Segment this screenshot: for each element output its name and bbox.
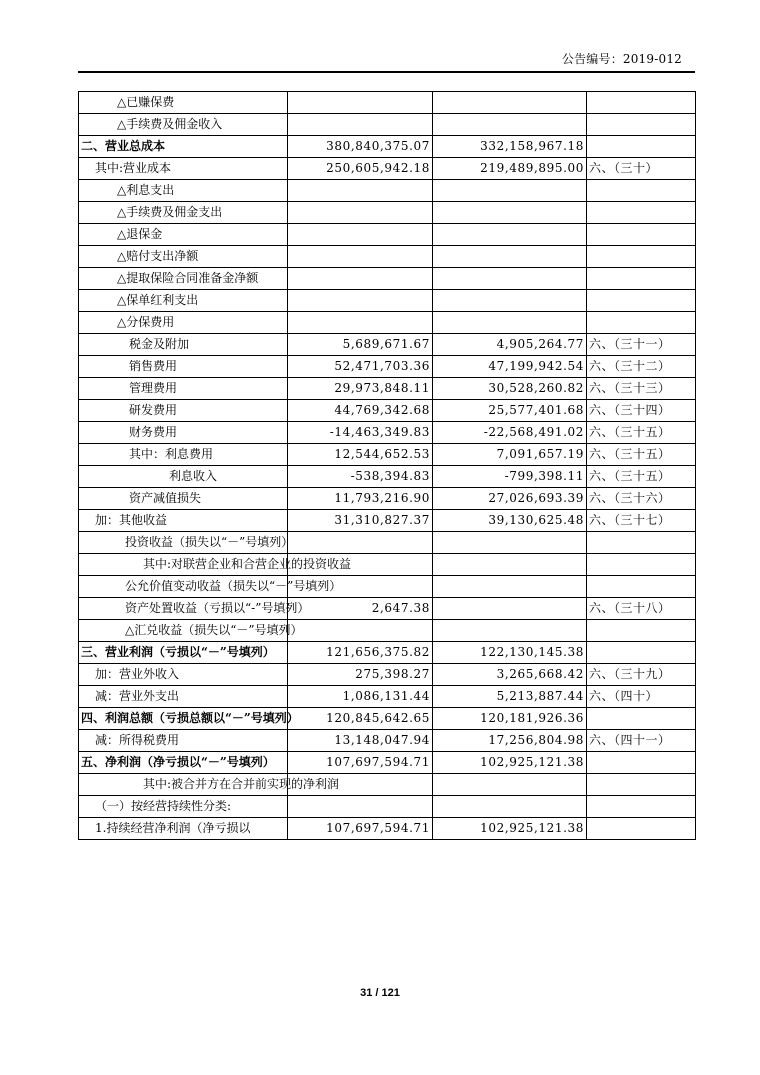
- note-reference: 六、（四十）: [587, 686, 696, 708]
- prior-period-value: [433, 290, 587, 312]
- note-reference: [587, 554, 696, 576]
- prior-period-value: 5,213,887.44: [433, 686, 587, 708]
- row-label: 资产处置收益（亏损以“-”号填列）: [79, 598, 288, 620]
- current-period-value: 1,086,131.44: [288, 686, 433, 708]
- table-row: [79, 180, 696, 202]
- current-period-value: [288, 246, 433, 268]
- row-label: △退保金: [79, 224, 288, 246]
- prior-period-value: [433, 796, 587, 818]
- prior-period-value: [433, 202, 587, 224]
- row-label: 公允价值变动收益（损失以“－”号填列）: [79, 576, 288, 598]
- note-reference: 六、（三十五）: [587, 444, 696, 466]
- table-row: [79, 114, 696, 136]
- note-reference: [587, 708, 696, 730]
- note-reference: [587, 114, 696, 136]
- row-label: △手续费及佣金收入: [79, 114, 288, 136]
- table-row: [79, 290, 696, 312]
- prior-period-value: 122,130,145.38: [433, 642, 587, 664]
- row-label: 销售费用: [79, 356, 288, 378]
- table-row: [79, 620, 696, 642]
- table-row: [79, 268, 696, 290]
- current-period-value: 31,310,827.37: [288, 510, 433, 532]
- table-row: [79, 224, 696, 246]
- prior-period-value: -799,398.11: [433, 466, 587, 488]
- note-reference: [587, 796, 696, 818]
- table-row: [79, 92, 696, 114]
- prior-period-value: [433, 620, 587, 642]
- prior-period-value: -22,568,491.02: [433, 422, 587, 444]
- row-label: △已赚保费: [79, 92, 288, 114]
- prior-period-value: 102,925,121.38: [433, 818, 587, 840]
- current-period-value: 44,769,342.68: [288, 400, 433, 422]
- note-reference: [587, 620, 696, 642]
- prior-period-value: 27,026,693.39: [433, 488, 587, 510]
- row-label: 投资收益（损失以“－”号填列）: [79, 532, 288, 554]
- current-period-value: 275,398.27: [288, 664, 433, 686]
- prior-period-value: [433, 312, 587, 334]
- current-period-value: 380,840,375.07: [288, 136, 433, 158]
- current-period-value: 120,845,642.65: [288, 708, 433, 730]
- current-period-value: 52,471,703.36: [288, 356, 433, 378]
- prior-period-value: [433, 774, 587, 796]
- table-row: [79, 752, 696, 774]
- note-reference: [587, 268, 696, 290]
- current-period-value: [288, 532, 433, 554]
- note-reference: 六、（三十）: [587, 158, 696, 180]
- prior-period-value: 30,528,260.82: [433, 378, 587, 400]
- row-label: 减：营业外支出: [79, 686, 288, 708]
- prior-period-value: 219,489,895.00: [433, 158, 587, 180]
- row-label: △提取保险合同准备金净额: [79, 268, 288, 290]
- current-period-value: 29,973,848.11: [288, 378, 433, 400]
- note-reference: [587, 774, 696, 796]
- note-reference: 六、（三十五）: [587, 422, 696, 444]
- table-row: [79, 796, 696, 818]
- row-label: 其中:营业成本: [79, 158, 288, 180]
- note-reference: [587, 752, 696, 774]
- table-row: [79, 686, 696, 708]
- table-row: [79, 422, 696, 444]
- row-label: △保单红利支出: [79, 290, 288, 312]
- row-label: （一）按经营持续性分类:: [79, 796, 288, 818]
- header-divider: [78, 71, 695, 73]
- prior-period-value: 4,905,264.77: [433, 334, 587, 356]
- table-row: [79, 774, 696, 796]
- row-label: △汇兑收益（损失以“－”号填列）: [79, 620, 288, 642]
- note-reference: 六、（三十二）: [587, 356, 696, 378]
- current-period-value: [288, 114, 433, 136]
- current-period-value: [288, 224, 433, 246]
- row-label: 其中：利息费用: [79, 444, 288, 466]
- prior-period-value: [433, 92, 587, 114]
- table-row: [79, 664, 696, 686]
- current-period-value: 5,689,671.67: [288, 334, 433, 356]
- note-reference: 六、（三十五）: [587, 466, 696, 488]
- note-reference: 六、（三十八）: [587, 598, 696, 620]
- note-reference: [587, 224, 696, 246]
- current-period-value: [288, 92, 433, 114]
- row-label: 研发费用: [79, 400, 288, 422]
- table-row: [79, 642, 696, 664]
- prior-period-value: [433, 576, 587, 598]
- current-period-value: [288, 180, 433, 202]
- table-row: [79, 202, 696, 224]
- prior-period-value: 17,256,804.98: [433, 730, 587, 752]
- prior-period-value: 47,199,942.54: [433, 356, 587, 378]
- prior-period-value: 7,091,657.19: [433, 444, 587, 466]
- prior-period-value: [433, 598, 587, 620]
- current-period-value: 13,148,047.94: [288, 730, 433, 752]
- note-reference: [587, 246, 696, 268]
- note-reference: 六、（三十三）: [587, 378, 696, 400]
- note-reference: [587, 290, 696, 312]
- table-row: [79, 136, 696, 158]
- current-period-value: 121,656,375.82: [288, 642, 433, 664]
- current-period-value: -14,463,349.83: [288, 422, 433, 444]
- current-period-value: 107,697,594.71: [288, 818, 433, 840]
- row-label: △利息支出: [79, 180, 288, 202]
- note-reference: [587, 136, 696, 158]
- row-label: 加：营业外收入: [79, 664, 288, 686]
- table-row: [79, 510, 696, 532]
- note-reference: 六、（三十七）: [587, 510, 696, 532]
- prior-period-value: [433, 180, 587, 202]
- table-row: [79, 554, 696, 576]
- table-row: [79, 708, 696, 730]
- note-reference: 六、（三十六）: [587, 488, 696, 510]
- table-row: [79, 730, 696, 752]
- note-reference: [587, 642, 696, 664]
- row-label: 管理费用: [79, 378, 288, 400]
- prior-period-value: 25,577,401.68: [433, 400, 587, 422]
- table-row: [79, 444, 696, 466]
- row-label: 加：其他收益: [79, 510, 288, 532]
- note-reference: 六、（三十四）: [587, 400, 696, 422]
- table-row: [79, 334, 696, 356]
- table-row: [79, 246, 696, 268]
- current-period-value: -538,394.83: [288, 466, 433, 488]
- income-statement-table: [78, 91, 696, 840]
- current-period-value: [288, 290, 433, 312]
- table-row: [79, 488, 696, 510]
- prior-period-value: 332,158,967.18: [433, 136, 587, 158]
- current-period-value: 250,605,942.18: [288, 158, 433, 180]
- table-row: [79, 400, 696, 422]
- current-period-value: 2,647.38: [288, 598, 433, 620]
- table-row: [79, 466, 696, 488]
- current-period-value: 11,793,216.90: [288, 488, 433, 510]
- current-period-value: 107,697,594.71: [288, 752, 433, 774]
- note-reference: 六、（三十一）: [587, 334, 696, 356]
- prior-period-value: 39,130,625.48: [433, 510, 587, 532]
- note-reference: [587, 92, 696, 114]
- current-period-value: 12,544,652.53: [288, 444, 433, 466]
- prior-period-value: [433, 532, 587, 554]
- note-reference: [587, 312, 696, 334]
- prior-period-value: [433, 268, 587, 290]
- row-label: △赔付支出净额: [79, 246, 288, 268]
- row-label: 其中:对联营企业和合营企业的投资收益: [79, 554, 288, 576]
- table-row: [79, 532, 696, 554]
- current-period-value: [288, 202, 433, 224]
- document-code: 公告编号：2019-012: [561, 52, 682, 66]
- row-label: 五、净利润（净亏损以“－”号填列）: [79, 752, 288, 774]
- current-period-value: [288, 312, 433, 334]
- note-reference: 六、（三十九）: [587, 664, 696, 686]
- row-label: 1.持续经营净利润（净亏损以: [79, 818, 288, 840]
- prior-period-value: 3,265,668.42: [433, 664, 587, 686]
- prior-period-value: [433, 246, 587, 268]
- note-reference: [587, 202, 696, 224]
- row-label: 减：所得税费用: [79, 730, 288, 752]
- current-period-value: [288, 620, 433, 642]
- table-row: [79, 356, 696, 378]
- row-label: 四、利润总额（亏损总额以“－”号填列）: [79, 708, 288, 730]
- current-period-value: [288, 796, 433, 818]
- note-reference: 六、（四十一）: [587, 730, 696, 752]
- table-row: [79, 818, 696, 840]
- prior-period-value: 120,181,926.36: [433, 708, 587, 730]
- row-label: △分保费用: [79, 312, 288, 334]
- table-row: [79, 378, 696, 400]
- table-row: [79, 312, 696, 334]
- current-period-value: [288, 268, 433, 290]
- row-label: 税金及附加: [79, 334, 288, 356]
- table-row: [79, 598, 696, 620]
- row-label: △手续费及佣金支出: [79, 202, 288, 224]
- prior-period-value: 102,925,121.38: [433, 752, 587, 774]
- row-label: 其中:被合并方在合并前实现的净利润: [79, 774, 288, 796]
- table-row: [79, 576, 696, 598]
- row-label: 二、营业总成本: [79, 136, 288, 158]
- row-label: 利息收入: [79, 466, 288, 488]
- note-reference: [587, 576, 696, 598]
- note-reference: [587, 180, 696, 202]
- prior-period-value: [433, 224, 587, 246]
- page-number: 31 / 121: [360, 987, 400, 999]
- table-row: [79, 158, 696, 180]
- note-reference: [587, 532, 696, 554]
- note-reference: [587, 818, 696, 840]
- prior-period-value: [433, 114, 587, 136]
- row-label: 财务费用: [79, 422, 288, 444]
- row-label: 资产减值损失: [79, 488, 288, 510]
- row-label: 三、营业利润（亏损以“－”号填列）: [79, 642, 288, 664]
- prior-period-value: [433, 554, 587, 576]
